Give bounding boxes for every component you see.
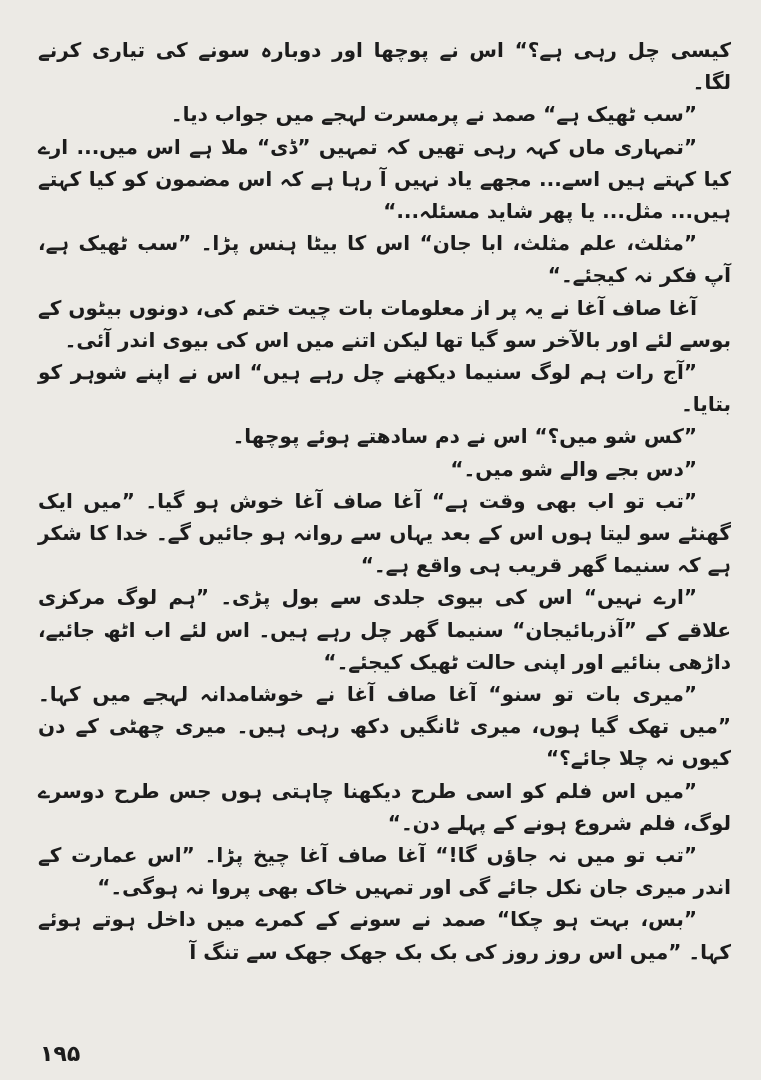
page-number: ۱۹۵ bbox=[40, 1042, 81, 1067]
paragraph: ”تب تو میں نہ جاؤں گا!“ آغا صاف آغا چیخ پڑا۔ ”اس عمارت کے اندر میری جان نکل جائے گی اور تمہیں خاک بھی پروا نہ ہوگی۔“ bbox=[38, 843, 731, 900]
paragraph: ”آج رات ہم لوگ سنیما دیکھنے چل رہے ہیں“ اس نے اپنے شوہر کو بتایا۔ bbox=[38, 360, 731, 417]
paragraph: آغا صاف آغا نے یہ پر از معلومات بات چیت ختم کی، دونوں بیٹوں کے بوسے لئے اور بالآخر سو گیا تھا لیکن اتنے میں اس کی بیوی اندر آئی۔ bbox=[38, 295, 731, 352]
paragraph: کیسی چل رہی ہے؟“ اس نے پوچھا اور دوبارہ سونے کی تیاری کرنے لگا۔ bbox=[38, 38, 731, 95]
paragraph: ”ارے نہیں“ اس کی بیوی جلدی سے بول پڑی۔ ”ہم لوگ مرکزی علاقے کے ”آذربائیجان“ سنیما گھر چل رہے ہیں۔ اس لئے اب اٹھ جائیے، داڑھی بنائیے اور اپنی حالت ٹھیک کیجئے۔“ bbox=[38, 585, 731, 674]
paragraph: ”مثلث، علم مثلث، ابا جان“ اس کا بیٹا ہنس پڑا۔ ”سب ٹھیک ہے، آپ فکر نہ کیجئے۔“ bbox=[38, 231, 731, 288]
paragraph: ”میں اس فلم کو اسی طرح دیکھنا چاہتی ہوں جس طرح دوسرے لوگ، فلم شروع ہونے کے پہلے دن۔“ bbox=[38, 778, 731, 835]
paragraph: ”میری بات تو سنو“ آغا صاف آغا نے خوشامدانہ لہجے میں کہا۔ ”میں تھک گیا ہوں، میری ٹانگیں دکھ رہی ہیں۔ میری چھٹی کے دن کیوں نہ چلا جائے؟“ bbox=[38, 682, 731, 771]
paragraph: ”تمہاری ماں کہہ رہی تھیں کہ تمہیں ”ڈی“ ملا ہے اس میں... ارے کیا کہتے ہیں اسے... مجھے یاد نہیں آ رہا ہے کہ اس مضمون کو کیا کہتے ہیں... مثل... یا پھر شاید مسئلہ...“ bbox=[38, 134, 731, 224]
page-text bbox=[38, 34, 731, 968]
paragraph: ”سب ٹھیک ہے“ صمد نے پرمسرت لہجے میں جواب دیا۔ bbox=[170, 102, 697, 127]
paragraph: ”کس شو میں؟“ اس نے دم سادھتے ہوئے پوچھا۔ bbox=[232, 424, 697, 449]
paragraph: ”تب تو اب بھی وقت ہے“ آغا صاف آغا خوش ہو گیا۔ ”میں ایک گھنٹے سو لیتا ہوں اس کے بعد یہاں سے روانہ ہو جائیں گے۔ خدا کا شکر ہے کہ سنیما گھر قریب ہی واقع ہے۔“ bbox=[38, 488, 731, 578]
paragraph: ”بس، بہت ہو چکا“ صمد نے سونے کے کمرے میں داخل ہوتے ہوئے کہا۔ ”میں اس روز روز کی بک بک جھک جھک سے تنگ آ bbox=[38, 907, 731, 964]
paragraph: ”دس بجے والے شو میں۔“ bbox=[450, 456, 697, 481]
